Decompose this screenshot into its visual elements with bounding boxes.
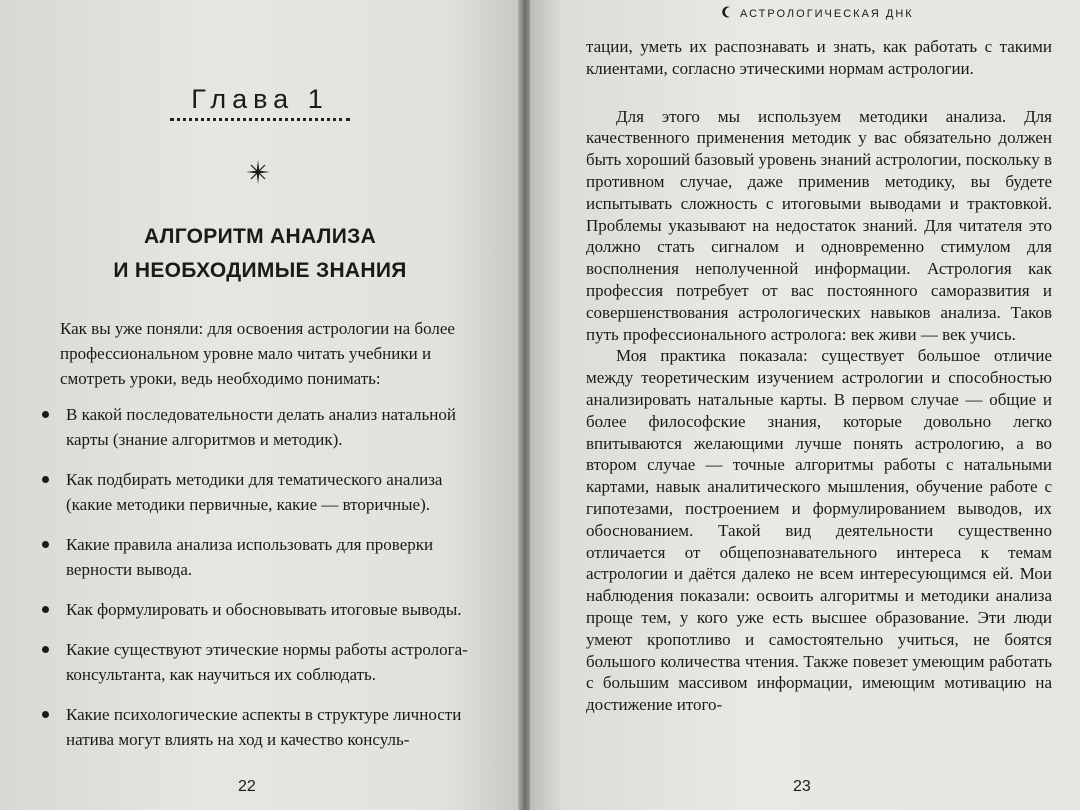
list-item bbox=[40, 467, 490, 517]
page-number: 23 bbox=[793, 778, 811, 795]
list-item-text: В какой последовательности делать анализ натальной карты (знание алгоритмов и методик). bbox=[66, 405, 456, 449]
list-item bbox=[40, 532, 490, 582]
star-ornament-icon bbox=[246, 160, 270, 184]
bullet-icon bbox=[42, 711, 49, 718]
list-item bbox=[40, 637, 490, 687]
bullet-icon bbox=[42, 606, 49, 613]
crescent-moon-icon bbox=[722, 6, 734, 18]
requirements-list bbox=[40, 402, 490, 767]
right-page bbox=[530, 0, 1080, 810]
chapter-title-line: АЛГОРИТМ АНАЛИЗА bbox=[143, 225, 377, 248]
chapter-title-line: И НЕОБХОДИМЫЕ ЗНАНИЯ bbox=[113, 259, 407, 282]
running-head bbox=[722, 6, 914, 20]
bullet-icon bbox=[42, 411, 49, 418]
body-text bbox=[586, 36, 1052, 716]
list-item bbox=[40, 702, 490, 752]
running-head-text: АСТРОЛОГИЧЕСКАЯ ДНК bbox=[740, 8, 914, 20]
list-item-text: Какие существуют этические нормы работы астролога-консультанта, как научиться их соблюдать. bbox=[66, 640, 468, 684]
paragraph: Для этого мы используем методики анализа. Для качественного применения методик у вас обязательно должен быть хороший базовый уровень знаний астрологии, поскольку в противном случае, даже применив методику, вы будете испытывать сложность с итоговыми выводами и трактовкой. Проблемы указывают на недостаток знаний. Для читателя это должно стать сигналом и одновременно стимулом для восполнения неполученной информации. Астрология как профессия потребует от вас постоянного саморазвития и совершенствования астрологических навыков анализа. Таков путь профессионального астролога: век живи — век учись. bbox=[586, 106, 1052, 344]
paragraph: Моя практика показала: существует большое отличие между теоретическим изучением астрологии и способностью анализировать натальные карты. В первом случае — общие и более философские знания, которые довольно легко впитываются желающими лучше понять астрологию, а во втором случае — точные алгоритмы работы с натальными картами, навык аналитического мышления, обучение работе с гипотезами, построением и формулированием выводов, их обоснованием. Такой вид деятельности существенно отличается от общепознавательного интереса к темам астрологии и даётся далеко не всем интересующимся ей. Мои наблюдения показали: освоить алгоритмы и методики анализа проще тем, у кого уже есть высшее образование. Эти люди умеют кропотливо и самостоятельно учиться, не боятся большого количества чтения. Также повезет умеющим работать с большим массивом информации, имеющим мотивацию на достижение итого- bbox=[586, 346, 1052, 715]
chapter-divider bbox=[170, 118, 350, 125]
list-item bbox=[40, 597, 490, 622]
chapter-title bbox=[60, 220, 460, 288]
bullet-icon bbox=[42, 646, 49, 653]
list-item-text: Как подбирать методики для тематического анализа (какие методики первичные, какие — вторичные). bbox=[66, 470, 443, 514]
intro-paragraph: Как вы уже поняли: для освоения астрологии на более профессиональном уровне мало читать учебники и смотреть уроки, ведь необходимо понимать: bbox=[60, 319, 455, 388]
list-item-text: Какие правила анализа использовать для проверки верности вывода. bbox=[66, 535, 434, 579]
list-item-text: Как формулировать и обосновывать итоговые выводы. bbox=[66, 600, 462, 619]
list-item bbox=[40, 402, 490, 452]
chapter-label: Глава 1 bbox=[191, 84, 329, 114]
page-number: 22 bbox=[238, 778, 256, 795]
bullet-icon bbox=[42, 541, 49, 548]
bullet-icon bbox=[42, 476, 49, 483]
list-item-text: Какие психологические аспекты в структуре личности натива могут влиять на ход и качество консуль- bbox=[66, 705, 462, 749]
left-page bbox=[0, 0, 524, 810]
paragraph: тации, уметь их распознавать и знать, как работать с такими клиентами, согласно этическими нормам астрологии. bbox=[586, 37, 1052, 78]
